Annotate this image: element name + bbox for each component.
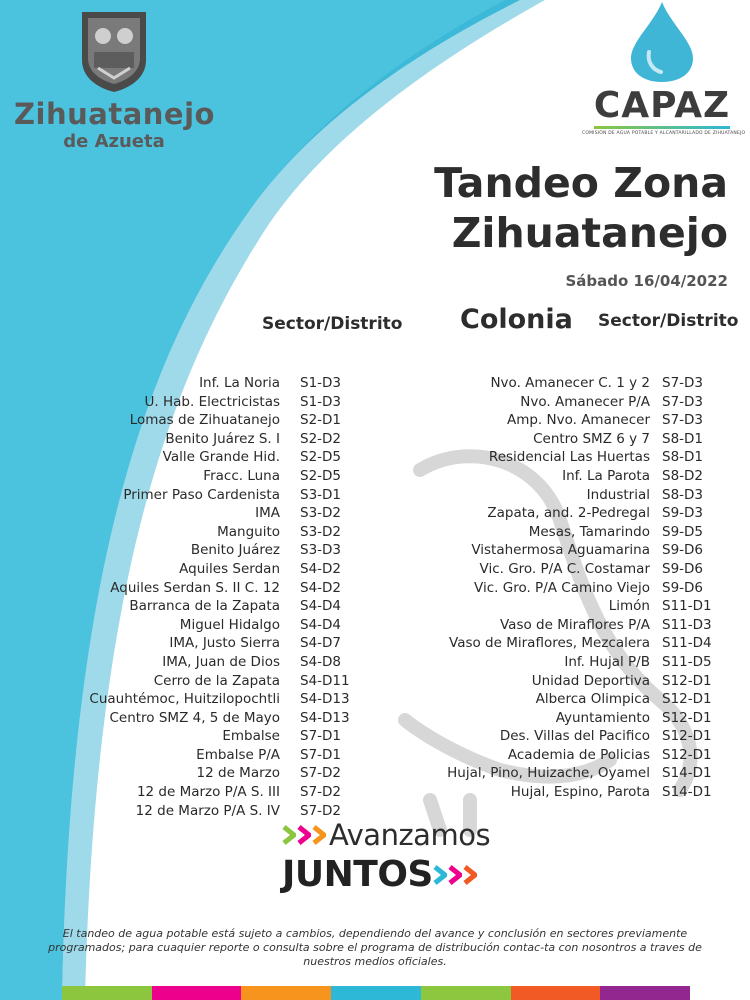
sector-cell: S1-D3 xyxy=(300,375,342,391)
table-row xyxy=(0,710,360,729)
colonia-cell: Benito Juárez S. I xyxy=(165,430,280,447)
sector-cell: S4-D8 xyxy=(300,653,342,670)
table-row xyxy=(0,505,360,524)
colonia-cell: Miguel Hidalgo xyxy=(179,616,280,633)
colonia-cell: Centro SMZ 6 y 7 xyxy=(533,430,650,447)
table-row xyxy=(360,654,750,673)
sector-cell: S3-D1 xyxy=(300,486,342,503)
table-row xyxy=(360,449,750,468)
sector-cell: S11-D1 xyxy=(662,598,712,615)
colonia-cell: Lomas de Zihuatanejo xyxy=(129,412,280,429)
colonia-cell: Inf. La Noria xyxy=(199,375,280,391)
colonia-cell: Zapata, and. 2-Pedregal xyxy=(487,505,650,522)
colonia-cell: Academia de Policias xyxy=(507,746,650,763)
sector-cell: S7-D2 xyxy=(300,784,342,801)
colonia-cell: Inf. La Parota xyxy=(562,467,650,484)
colonia-cell: Vic. Gro. P/A Camino Viejo xyxy=(474,579,650,596)
table-row xyxy=(360,673,750,692)
sector-cell: S4-D7 xyxy=(300,635,342,652)
table-row xyxy=(360,394,750,413)
right-schedule-table xyxy=(360,375,750,803)
sector-cell: S4-D2 xyxy=(300,560,342,577)
table-row xyxy=(360,412,750,431)
colonia-cell: Manguito xyxy=(217,523,280,540)
sector-cell: S8-D1 xyxy=(662,449,704,466)
table-row xyxy=(360,765,750,784)
sector-cell: S12-D1 xyxy=(662,672,712,689)
table-row xyxy=(360,617,750,636)
table-row xyxy=(0,673,360,692)
stripe-segment xyxy=(511,986,601,1000)
table-row xyxy=(0,784,360,803)
sector-cell: S14-D1 xyxy=(662,784,712,801)
colonia-cell: 12 de Marzo P/A S. IV xyxy=(135,802,280,819)
colonia-cell: Nvo. Amanecer P/A xyxy=(520,393,650,410)
chevron-right-icon xyxy=(282,825,296,845)
sector-cell: S9-D5 xyxy=(662,523,704,540)
table-row xyxy=(0,524,360,543)
stripe-segment xyxy=(421,986,511,1000)
sector-cell: S3-D2 xyxy=(300,505,342,522)
right-sector-header: Sector/Distrito xyxy=(598,311,739,331)
colonia-cell: Des. Villas del Pacifico xyxy=(499,728,650,745)
table-row xyxy=(0,580,360,599)
colonia-cell: Cerro de la Zapata xyxy=(153,672,280,689)
table-row xyxy=(360,598,750,617)
sector-cell: S7-D1 xyxy=(300,728,342,745)
table-row xyxy=(0,449,360,468)
colonia-cell: Aquiles Serdan S. II C. 12 xyxy=(110,579,280,596)
table-row xyxy=(0,691,360,710)
table-row xyxy=(0,654,360,673)
colonia-cell: IMA xyxy=(255,505,280,522)
stripe-segment xyxy=(62,986,152,1000)
colonia-cell: IMA, Justo Sierra xyxy=(169,635,280,652)
sector-cell: S7-D3 xyxy=(662,412,704,429)
colonia-cell: Limón xyxy=(608,598,650,615)
table-row xyxy=(360,375,750,394)
sector-cell: S4-D13 xyxy=(300,691,350,708)
table-row xyxy=(0,747,360,766)
sector-cell: S4-D13 xyxy=(300,709,350,726)
colonia-cell: Vaso de Miraflores, Mezcalera xyxy=(449,635,650,652)
avanzamos-juntos-logo xyxy=(282,818,532,895)
colonia-cell: Mesas, Tamarindo xyxy=(528,523,650,540)
colonia-cell: Fracc. Luna xyxy=(203,467,280,484)
sector-cell: S11-D3 xyxy=(662,616,712,633)
colonia-cell: Vistahermosa Aguamarina xyxy=(471,542,650,559)
sector-cell: S7-D1 xyxy=(300,746,342,763)
sector-cell: S9-D6 xyxy=(662,560,704,577)
table-row xyxy=(360,710,750,729)
stripe-segment xyxy=(600,986,690,1000)
title-line-1: Tandeo Zona xyxy=(434,159,728,207)
municipality-logo xyxy=(14,8,214,152)
sector-cell: S4-D11 xyxy=(300,672,350,689)
sector-cell: S8-D2 xyxy=(662,467,704,484)
colonia-cell: Embalse P/A xyxy=(196,746,280,763)
colonia-cell: IMA, Juan de Dios xyxy=(162,653,280,670)
sector-cell: S9-D6 xyxy=(662,579,704,596)
sector-cell: S12-D1 xyxy=(662,709,712,726)
table-row xyxy=(360,505,750,524)
table-row xyxy=(0,561,360,580)
footer-disclaimer: El tandeo de agua potable está sujeto a cambios, dependiendo del avance y conclusión en sectores previamente programados; para cuaquier reporte o consulta sobre el programa de distribución contac-ta con nosontros a traves de nuestros medios oficiales. xyxy=(48,927,702,968)
left-sector-header: Sector/Distrito xyxy=(262,314,403,334)
sector-cell: S7-D2 xyxy=(300,802,342,819)
colonia-cell: Inf. Hujal P/B xyxy=(564,653,650,670)
sector-cell: S3-D2 xyxy=(300,523,342,540)
table-row xyxy=(360,784,750,803)
left-schedule-table xyxy=(0,375,360,821)
capaz-brand-name: CAPAZ xyxy=(593,85,731,126)
colonia-header: Colonia xyxy=(460,304,573,335)
sector-cell: S4-D4 xyxy=(300,616,342,633)
sector-cell: S14-D1 xyxy=(662,765,712,782)
colonia-cell: Unidad Deportiva xyxy=(531,672,650,689)
sector-cell: S2-D5 xyxy=(300,467,342,484)
table-row xyxy=(0,635,360,654)
table-row xyxy=(360,561,750,580)
colonia-cell: Aquiles Serdan xyxy=(179,560,280,577)
colonia-cell: Residencial Las Huertas xyxy=(488,449,650,466)
table-row xyxy=(360,691,750,710)
chevron-right-icon xyxy=(297,825,311,845)
colonia-cell: Valle Grande Hid. xyxy=(162,449,280,466)
sector-cell: S3-D3 xyxy=(300,542,342,559)
table-row xyxy=(0,728,360,747)
colonia-cell: Ayuntamiento xyxy=(555,709,650,726)
chevron-right-icon xyxy=(448,865,462,885)
colonia-cell: Primer Paso Cardenista xyxy=(123,486,280,503)
colonia-cell: 12 de Marzo P/A S. III xyxy=(136,784,280,801)
capaz-logo xyxy=(582,0,746,136)
chevron-right-icon xyxy=(433,865,447,885)
colonia-cell: Vaso de Miraflores P/A xyxy=(499,616,650,633)
colonia-cell: Nvo. Amanecer C. 1 y 2 xyxy=(490,375,650,391)
table-row xyxy=(360,580,750,599)
table-row xyxy=(360,728,750,747)
stripe-segment xyxy=(331,986,421,1000)
colonia-cell: Vic. Gro. P/A C. Costamar xyxy=(479,560,650,577)
capaz-underline xyxy=(594,126,730,129)
page-title xyxy=(434,158,728,258)
sector-cell: S12-D1 xyxy=(662,728,712,745)
sector-cell: S12-D1 xyxy=(662,691,712,708)
sector-cell: S2-D2 xyxy=(300,430,342,447)
colonia-cell: U. Hab. Electricistas xyxy=(144,393,280,410)
stripe-segment xyxy=(241,986,331,1000)
stripe-segment xyxy=(152,986,242,1000)
colonia-cell: Centro SMZ 4, 5 de Mayo xyxy=(109,709,280,726)
municipality-name: Zihuatanejo xyxy=(14,97,215,131)
sector-cell: S7-D3 xyxy=(662,375,704,391)
table-row xyxy=(0,487,360,506)
colonia-cell: Embalse xyxy=(222,728,280,745)
water-drop-icon xyxy=(627,0,697,84)
table-row xyxy=(360,431,750,450)
coat-of-arms-icon xyxy=(74,8,154,94)
color-stripe xyxy=(62,986,690,1000)
colonia-cell: Alberca Olimpica xyxy=(535,691,650,708)
table-row xyxy=(0,431,360,450)
capaz-tagline: COMISIÓN DE AGUA POTABLE Y ALCANTARILLADO DE ZIHUATANEJO xyxy=(582,131,746,136)
sector-cell: S11-D5 xyxy=(662,653,712,670)
table-row xyxy=(0,598,360,617)
slogan-line-1: Avanzamos xyxy=(329,818,491,852)
table-row xyxy=(360,747,750,766)
colonia-cell: Hujal, Pino, Huizache, Oyamel xyxy=(447,765,650,782)
sector-cell: S2-D5 xyxy=(300,449,342,466)
table-row xyxy=(360,468,750,487)
table-row xyxy=(0,375,360,394)
title-line-2: Zihuatanejo xyxy=(451,209,728,257)
slogan-line-2: JUNTOS xyxy=(282,854,433,895)
colonia-cell: Hujal, Espino, Parota xyxy=(510,784,650,801)
table-row xyxy=(0,765,360,784)
municipality-subtitle: de Azueta xyxy=(63,131,165,152)
colonia-cell: Barranca de la Zapata xyxy=(129,598,280,615)
sector-cell: S8-D3 xyxy=(662,486,704,503)
table-row xyxy=(360,542,750,561)
sector-cell: S11-D4 xyxy=(662,635,712,652)
colonia-cell: 12 de Marzo xyxy=(196,765,280,782)
sector-cell: S12-D1 xyxy=(662,746,712,763)
schedule-date: Sábado 16/04/2022 xyxy=(565,272,728,290)
sector-cell: S1-D3 xyxy=(300,393,342,410)
table-row xyxy=(0,412,360,431)
table-row xyxy=(360,524,750,543)
sector-cell: S8-D1 xyxy=(662,430,704,447)
sector-cell: S4-D4 xyxy=(300,598,342,615)
chevron-right-icon xyxy=(463,865,477,885)
sector-cell: S2-D1 xyxy=(300,412,342,429)
sector-cell: S4-D2 xyxy=(300,579,342,596)
table-row xyxy=(360,487,750,506)
sector-cell: S7-D2 xyxy=(300,765,342,782)
sector-cell: S7-D3 xyxy=(662,393,704,410)
chevron-right-icon xyxy=(312,825,326,845)
table-row xyxy=(0,468,360,487)
colonia-cell: Benito Juárez xyxy=(190,542,280,559)
table-row xyxy=(0,394,360,413)
sector-cell: S9-D6 xyxy=(662,542,704,559)
table-row xyxy=(360,635,750,654)
colonia-cell: Industrial xyxy=(586,486,650,503)
table-row xyxy=(0,617,360,636)
table-row xyxy=(0,542,360,561)
colonia-cell: Amp. Nvo. Amanecer xyxy=(506,412,650,429)
colonia-cell: Cuauhtémoc, Huitzilopochtli xyxy=(89,691,280,708)
sector-cell: S9-D3 xyxy=(662,505,704,522)
